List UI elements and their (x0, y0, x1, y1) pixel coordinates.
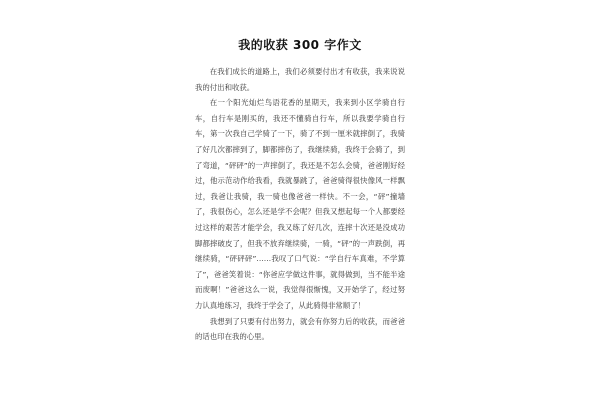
document-title: 我的收获 300 字作文 (238, 38, 362, 52)
paragraph-intro: 在我们成长的道路上，我们必须要付出才有收获，我来说说我的付出和收获。 (195, 67, 405, 92)
paragraph-conclusion: 我想到了只要有付出努力，就会有你努力后的收获，而爸爸的话也印在我的心里。 (195, 316, 405, 342)
paragraph-story: 在一个阳光灿烂鸟语花香的星期天，我来到小区学骑自行车，自行车是刚买的，我还不懂骑自行车，所以我要学骑自行车，第一次我自己学骑了一下，骑了不到一厘米就摔倒了，我骑了好几次都摔到了，脚都摔伤了，我继续骑，我终于会骑了，到了弯道，“砰砰”的一声摔倒了，我还是不怎么会骑，爸爸刚好经过，他示范动作给我看，我就暴跳了，爸爸骑得很快像风一样飘过，我爸让我骑，我一骑也像爸爸一样快。不一会，“砰”撞墙了，我很伤心，怎么还是学不会呢？但我又想起每一个人都要经过这样的艰苦才能学会，我又练了好几次，连摔十次还是没成功脚都摔破皮了，但我不放弃继续骑，一骑，“砰”的一声跌倒，再继续骑，“砰砰砰”……我叹了口气说：“学自行车真难，不学算了”，爸爸笑着说：“你爸应学做这件事，就得做到，当不能半途而废啊！”爸爸这么一说，我觉得很惭愧，又开始学了，经过努力认真地练习，我终于学会了，从此骑得非常顺了！ (195, 98, 405, 310)
document-body (195, 64, 405, 345)
